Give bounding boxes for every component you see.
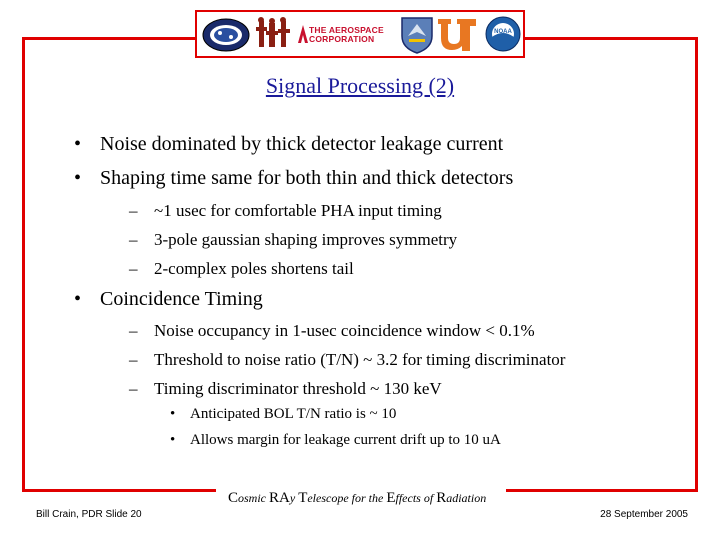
noaa-logo [484,15,522,53]
bullet-dot: • [170,406,176,422]
subsubbullet-text: Allows margin for leakage current drift up to 10 uA [190,432,501,448]
frame-top-left [22,37,195,40]
bullet-text: Noise dominated by thick detector leakage current [100,133,504,155]
subbullet-text: Noise occupancy in 1-usec coincidence window < 0.1% [154,321,535,340]
frame-bottom-right [506,489,698,492]
dash-glyph: – [129,259,138,278]
footer-project-name: Cosmic RAy Telescope for the Effects of Radiation [228,490,487,506]
frame-left [22,37,25,492]
subbullet-text: ~1 usec for comfortable PHA input timing [154,201,442,220]
footer-date: 28 September 2005 [600,509,688,520]
subsubbullet-text: Anticipated BOL T/N ratio is ~ 10 [190,406,397,422]
subbullet-text: 2-complex poles shortens tail [154,259,354,278]
subbullet-text: 3-pole gaussian shaping improves symmetry [154,230,458,249]
dash-glyph: – [129,201,138,220]
subbullet [129,259,354,279]
subbullet [129,321,535,341]
dash-glyph: – [129,350,138,369]
subsubbullet [170,432,501,449]
subsubbullet [170,406,396,423]
bullet-shaping [74,167,513,190]
bullet-text: Shaping time same for both thin and thick detectors [100,167,514,189]
subbullet-text: Threshold to noise ratio (T/N) ~ 3.2 for timing discriminator [154,350,566,369]
air-force-shield-logo [400,16,434,54]
dash-glyph: – [129,230,138,249]
noaa-logo-text: NOAA [494,29,512,35]
aerospace-emblem-icon [297,24,309,44]
ut-logo [437,16,477,54]
figures-logo [255,17,295,53]
subbullet [129,201,442,221]
footer-author: Bill Crain, PDR Slide 20 [36,509,142,520]
subbullet [129,350,565,370]
aerospace-logo-text: THE AEROSPACE CORPORATION [309,25,384,44]
institution-seal-logo [201,17,251,53]
dash-glyph: – [129,379,138,398]
slide-title: Signal Processing (2) [265,73,455,98]
bullet-text: Coincidence Timing [100,288,263,310]
frame-top-right [525,37,698,40]
subbullet [129,230,457,250]
frame-bottom-left [22,489,216,492]
dash-glyph: – [129,321,138,340]
logo-strip [195,10,525,58]
subbullet [129,379,442,399]
bullet-dot: • [74,288,82,310]
frame-right [695,37,698,492]
bullet-noise [74,133,503,156]
bullet-coincidence [74,288,263,311]
bullet-dot: • [74,167,82,189]
subbullet-text: Timing discriminator threshold ~ 130 keV [154,379,442,398]
bullet-dot: • [170,432,176,448]
bullet-dot: • [74,133,82,155]
